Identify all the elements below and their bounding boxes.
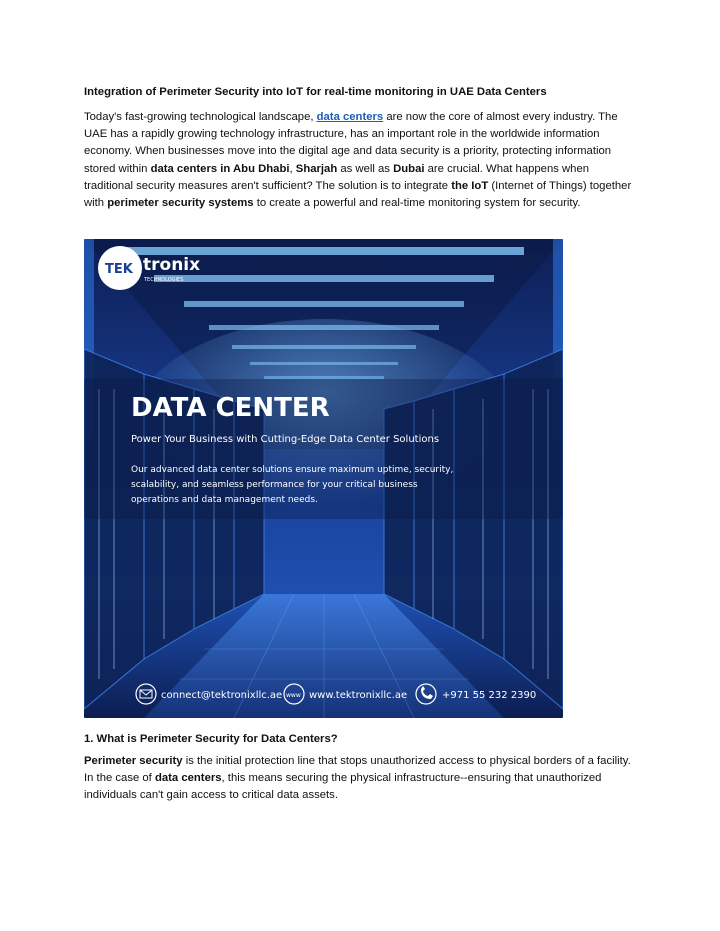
bold-text: Sharjah — [295, 162, 338, 175]
intro-text: , — [289, 162, 296, 175]
logo-prefix: TEK — [105, 262, 133, 277]
section-text: , this means securing the physical infrastructure--ensuring that unauthorized individuals can't gain access to critical data assets. — [84, 772, 602, 802]
banner-heading: DATA CENTER — [131, 393, 330, 423]
banner-body-line: operations and data management needs. — [131, 495, 318, 505]
section-heading: 1. What is Perimeter Security for Data Centers? — [84, 733, 338, 745]
article-title: Integration of Perimeter Security into IoT for real-time monitoring in UAE Data Centers — [84, 86, 547, 98]
logo-text: tronix — [143, 255, 201, 275]
intro-text: as well as — [337, 162, 394, 175]
intro-text: to create a powerful and real-time monitoring system for security. — [253, 197, 581, 210]
intro-text: Today's fast-growing technological landscape, — [84, 111, 317, 123]
section-text: is the initial protection line that stops unauthorized access to physical borders of a facility. In the case of — [84, 755, 631, 785]
bold-text: data centers in Abu Dhabi — [150, 162, 290, 175]
intro-text: are crucial. What happens when traditional security measures aren't sufficient? The solution is to integrate — [84, 162, 590, 192]
banner-subheading: Power Your Business with Cutting-Edge Data Center Solutions — [131, 434, 440, 445]
bold-text: data centers — [154, 772, 222, 785]
intro-paragraph — [84, 109, 640, 212]
logo-subtext: TECHNOLOGIES — [144, 277, 184, 283]
www-badge: www — [286, 692, 301, 699]
bold-text: Perimeter security — [84, 755, 183, 767]
bold-text: perimeter security systems — [107, 197, 254, 210]
contact-phone: +971 55 232 2390 — [442, 690, 537, 701]
intro-text: are now the core of almost every industry. The UAE has a rapidly growing technology infrastructure, has an important role in the worldwide information economy. When businesses move into the digital age and data security is a priority, protecting information stored within — [84, 111, 618, 175]
bold-text: Dubai — [393, 162, 425, 175]
data-center-banner-image — [84, 239, 563, 718]
contact-email: connect@tektronixllc.ae — [161, 690, 283, 701]
banner-body-line: Our advanced data center solutions ensure maximum uptime, security, — [131, 465, 454, 475]
contact-website: www.tektronixllc.ae — [309, 690, 408, 701]
intro-text: (Internet of Things) together with — [84, 179, 632, 210]
data-centers-link[interactable]: data centers — [316, 111, 384, 123]
bold-text: the IoT — [451, 179, 489, 192]
section-paragraph — [84, 753, 640, 805]
banner-body-line: scalability, and seamless performance for your critical business — [131, 480, 418, 490]
